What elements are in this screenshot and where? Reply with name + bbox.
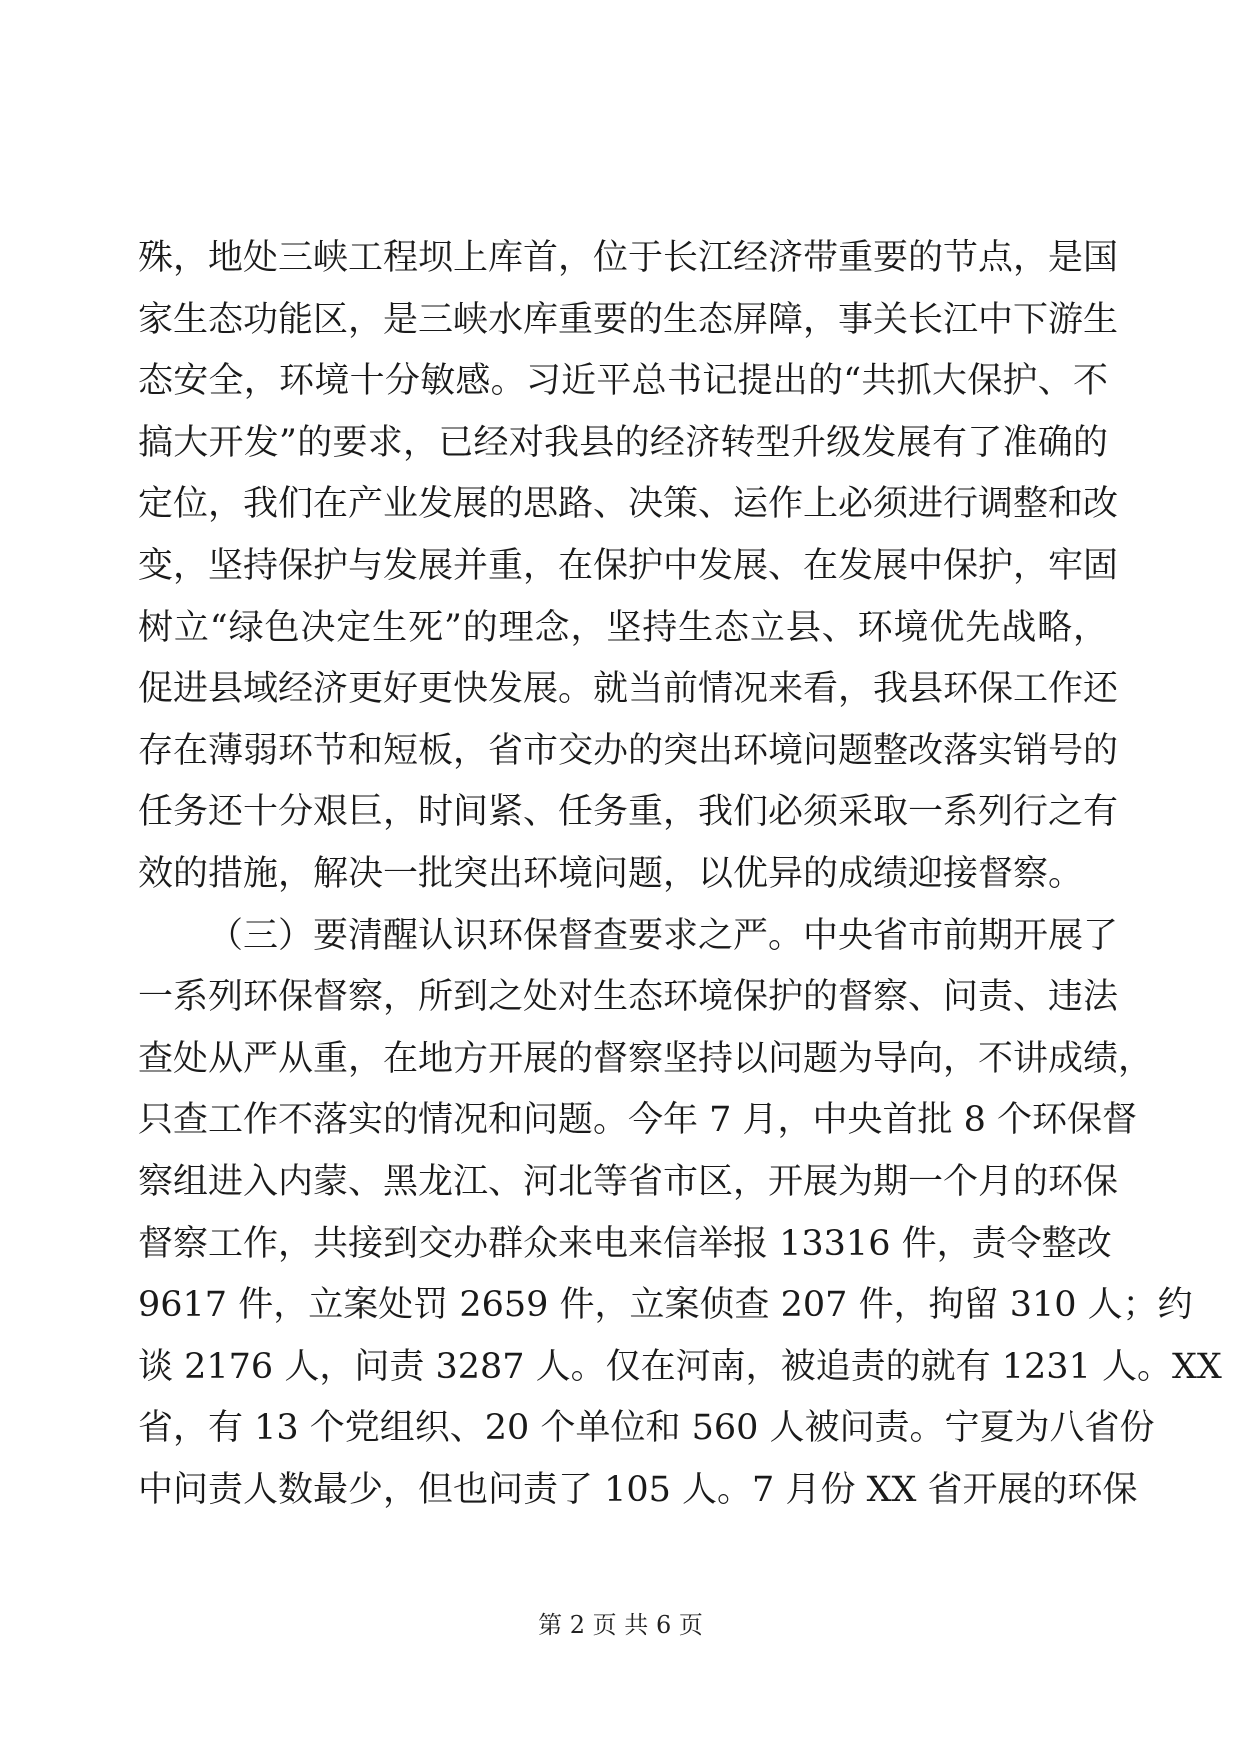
page-number-footer: 第 2 页 共 6 页 [538,1611,703,1639]
body-text [138,228,1222,1521]
text-line: 察组进入内蒙、黑龙江、河北等省市区，开展为期一个月的环保 [138,1161,1119,1202]
text-line: 9617 件，立案处罚 2659 件，立案侦查 207 件，拘留 310 人；约 [138,1285,1193,1326]
text-line: 查处从严从重，在地方开展的督察坚持以问题为导向，不讲成绩， [138,1038,1154,1079]
text-line: 树立“绿色决定生死”的理念，坚持生态立县、环境优先战略， [138,607,1108,648]
text-line: 促进县域经济更好更快发展。就当前情况来看，我县环保工作还 [138,669,1119,710]
text-line: 任务还十分艰巨，时间紧、任务重，我们必须采取一系列行之有 [138,792,1119,833]
text-line: 中问责人数最少，但也问责了 105 人。7 月份 XX 省开展的环保 [138,1469,1138,1510]
text-line: 殊，地处三峡工程坝上库首，位于长江经济带重要的节点，是国 [138,238,1119,278]
text-line: 效的措施，解决一批突出环境问题，以优异的成绩迎接督察。 [138,853,1084,894]
text-line: 存在薄弱环节和短板，省市交办的突出环境问题整改落实销号的 [138,730,1119,771]
text-line: 谈 2176 人，问责 3287 人。仅在河南，被追责的就有 1231 人。XX [138,1346,1222,1387]
text-line: 督察工作，共接到交办群众来电来信举报 13316 件，责令整改 [138,1223,1112,1264]
text-line: 定位，我们在产业发展的思路、决策、运作上必须进行调整和改 [138,484,1119,525]
text-line: 变，坚持保护与发展并重，在保护中发展、在发展中保护，牢固 [138,545,1119,586]
text-line: 省，有 13 个党组织、20 个单位和 560 人被问责。宁夏为八省份 [138,1408,1155,1449]
text-line: 搞大开发”的要求，已经对我县的经济转型升级发展有了准确的 [138,422,1108,463]
text-line: 家生态功能区，是三峡水库重要的生态屏障，事关长江中下游生 [138,299,1119,340]
text-line: 一系列环保督察，所到之处对生态环境保护的督察、问责、违法 [138,977,1119,1018]
section-heading-line: （三）要清醒认识环保督查要求之严。中央省市前期开展了 [208,915,1119,956]
text-line: 只查工作不落实的情况和问题。今年 7 月，中央首批 8 个环保督 [138,1100,1138,1141]
text-line: 态安全，环境十分敏感。习近平总书记提出的“共抓大保护、不 [138,361,1108,402]
